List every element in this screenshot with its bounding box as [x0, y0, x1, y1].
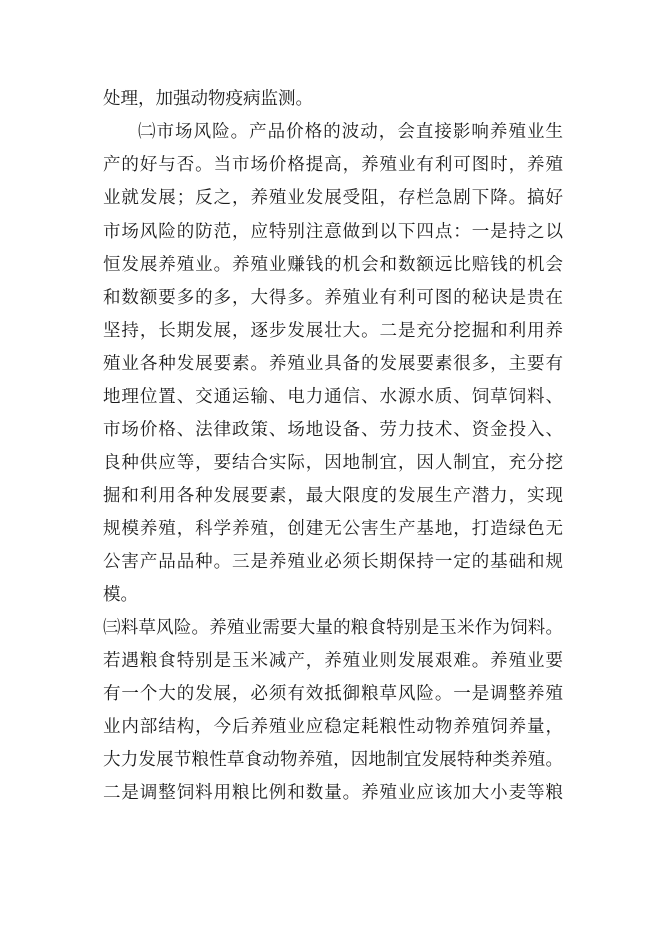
text-line: 产的好与否。当市场价格提高，养殖业有利可图时，养殖: [103, 155, 563, 175]
text-line: 规模养殖，科学养殖，创建无公害生产基地，打造绿色无: [103, 519, 563, 539]
text-line: 市场价格、法律政策、场地设备、劳力技术、资金投入、: [103, 420, 563, 440]
text-line: 和数额要多的多，大得多。养殖业有利可图的秘诀是贵在: [103, 288, 563, 308]
text-line: 殖业各种发展要素。养殖业具备的发展要素很多，主要有: [103, 354, 563, 374]
text-line: 市场风险的防范，应特别注意做到以下四点：一是持之以: [103, 222, 563, 242]
text-line: 大力发展节粮性草食动物养殖，因地制宜发展特种类养殖。: [103, 750, 563, 770]
text-line: ㈡市场风险。产品价格的波动，会直接影响养殖业生: [138, 122, 563, 142]
text-line: 二是调整饲料用粮比例和数量。养殖业应该加大小麦等粮: [103, 783, 563, 803]
text-line: 公害产品品种。三是养殖业必须长期保持一定的基础和规: [103, 552, 563, 572]
text-line: 业就发展；反之，养殖业发展受阻，存栏急剧下降。搞好: [103, 188, 563, 208]
text-line: 处理，加强动物疫病监测。: [103, 89, 313, 109]
text-line: 若遇粮食特别是玉米减产，养殖业则发展艰难。养殖业要: [103, 651, 563, 671]
text-line: 地理位置、交通运输、电力通信、水源水质、饲草饲料、: [103, 387, 563, 407]
text-line: 模。: [103, 585, 138, 605]
text-line: 业内部结构，今后养殖业应稳定耗粮性动物养殖饲养量，: [103, 717, 563, 737]
text-line: 恒发展养殖业。养殖业赚钱的机会和数额远比赔钱的机会: [103, 255, 563, 275]
text-line: 有一个大的发展，必须有效抵御粮草风险。一是调整养殖: [103, 684, 563, 704]
text-line: ㈢料草风险。养殖业需要大量的粮食特别是玉米作为饲料。: [103, 618, 563, 638]
text-line: 良种供应等，要结合实际，因地制宜，因人制宜，充分挖: [103, 453, 563, 473]
text-line: 掘和利用各种发展要素，最大限度的发展生产潜力，实现: [103, 486, 563, 506]
text-line: 坚持，长期发展，逐步发展壮大。二是充分挖掘和利用养: [103, 321, 563, 341]
